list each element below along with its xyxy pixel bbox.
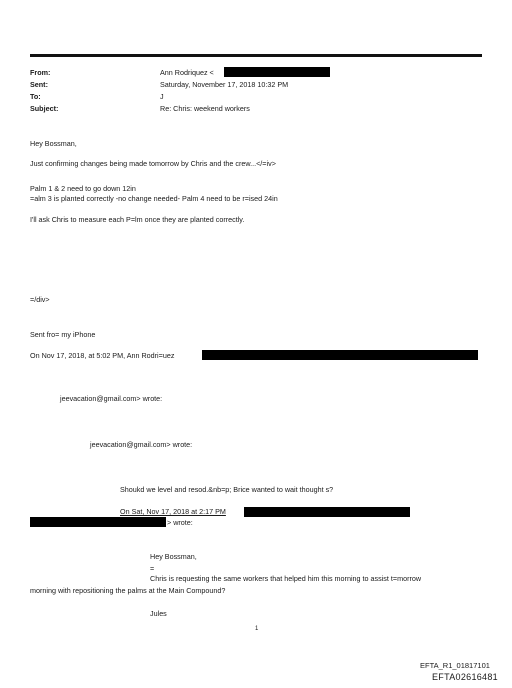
- from-value: Ann Rodriquez <: [160, 68, 214, 77]
- quote-equals: =: [150, 564, 155, 573]
- body-line-2: Palm 1 & 2 need to go down 12in: [30, 184, 136, 193]
- on-line: On Nov 17, 2018, at 5:02 PM, Ann Rodri=uez: [30, 351, 175, 360]
- to-value: J: [160, 92, 164, 101]
- quote-wrote-3: > wrote:: [167, 518, 193, 527]
- document-id-2: EFTA02616481: [432, 672, 498, 682]
- redaction-from: [224, 67, 330, 77]
- quote-wrote-1: jeevacation@gmail.com> wrote:: [60, 394, 163, 403]
- body-line-4: I'll ask Chris to measure each P=lm once they are planted correctly.: [30, 215, 245, 224]
- redaction-on-line: [202, 350, 478, 360]
- div-close: =/div>: [30, 295, 50, 304]
- quote-wrote-2: jeevacation@gmail.com> wrote:: [90, 440, 193, 449]
- header-rule: [30, 54, 482, 57]
- quote-request-2: morning with repositioning the palms at the Main Compound?: [30, 586, 226, 595]
- subject-label: Subject:: [30, 104, 59, 113]
- sent-label: Sent:: [30, 80, 48, 89]
- sent-from: Sent fro= my iPhone: [30, 330, 96, 339]
- quote-request-1: Chris is requesting the same workers that helped him this morning to assist t=morrow: [150, 574, 422, 583]
- document-id-1: EFTA_R1_01817101: [420, 661, 490, 670]
- redaction-on-sat: [244, 507, 410, 517]
- to-label: To:: [30, 92, 41, 101]
- page-number: 1: [255, 626, 259, 632]
- quote-greeting: Hey Bossman,: [150, 552, 197, 561]
- sent-value: Saturday, November 17, 2018 10:32 PM: [160, 80, 289, 89]
- body-line-1: Just confirming changes being made tomorrow by Chris and the crew...</=iv>: [30, 159, 276, 168]
- body-line-3: =alm 3 is planted correctly -no change needed- Palm 4 need to be r=ised 24in: [30, 194, 278, 203]
- redaction-sender: [30, 517, 166, 527]
- quote-on-sat: On Sat, Nov 17, 2018 at 2:17 PM: [120, 507, 226, 516]
- subject-value: Re: Chris: weekend workers: [160, 104, 250, 113]
- quote-should: Shoukd we level and resod.&nb=p; Brice wanted to wait thought s?: [120, 485, 334, 494]
- from-label: From:: [30, 68, 51, 77]
- quote-signature: Jules: [150, 609, 167, 618]
- greeting: Hey Bossman,: [30, 139, 77, 148]
